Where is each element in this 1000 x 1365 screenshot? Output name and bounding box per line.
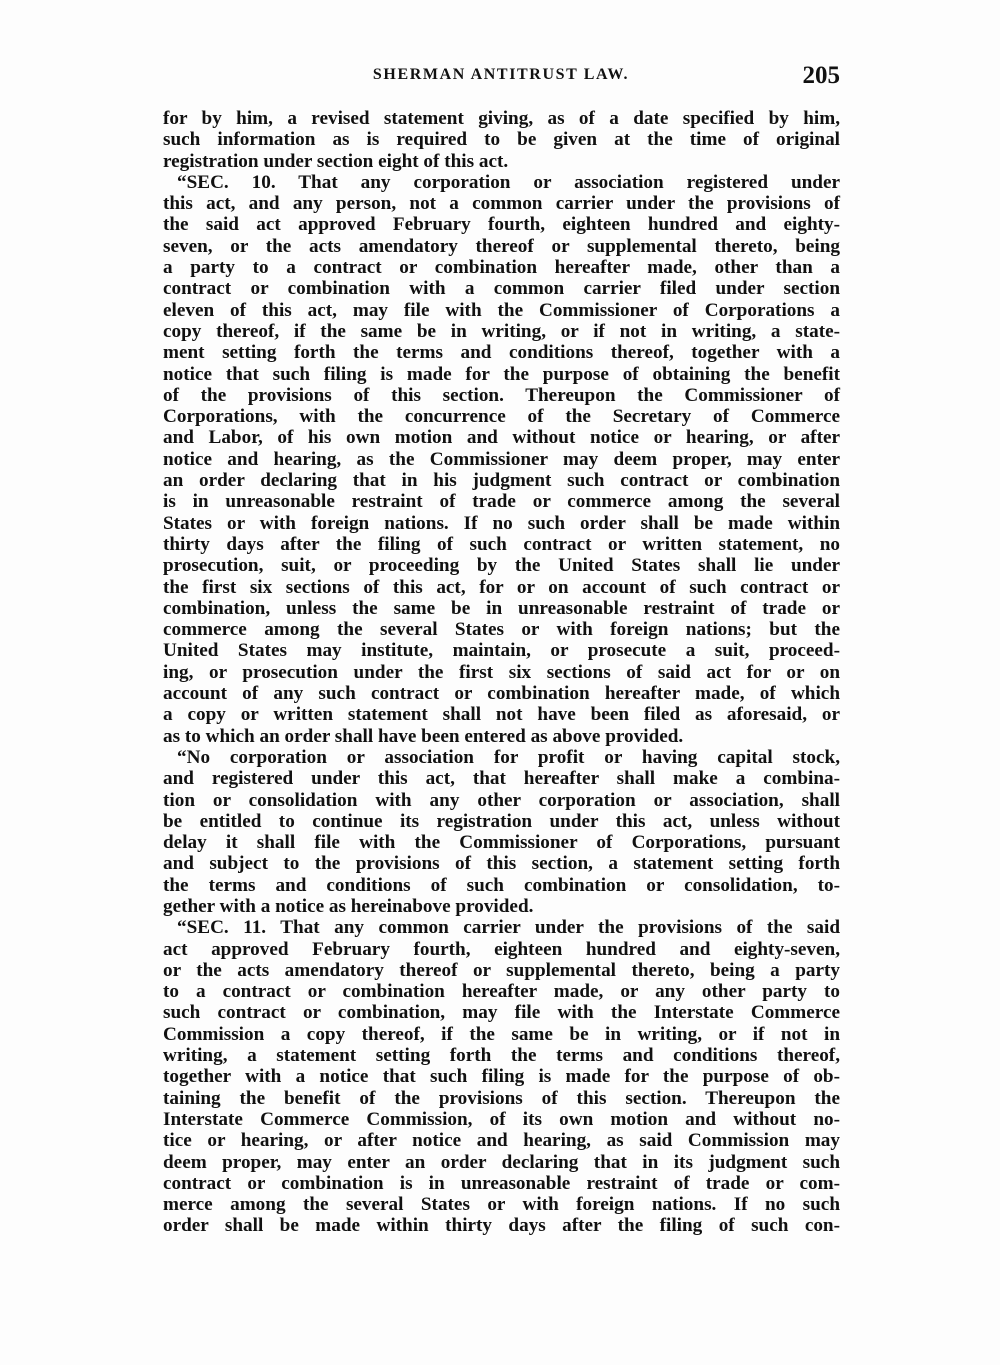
running-title: SHERMAN ANTITRUST LAW. (372, 66, 630, 83)
text-line: “No corporation or association for profit or having capital stock, (177, 746, 840, 768)
text-line: the first six sections of this act, for or on account of such contract or (163, 576, 840, 598)
text-line: or the acts amendatory thereof or supplemental thereto, being a party (163, 959, 840, 981)
text-line: tion or consolidation with any other corporation or association, shall (163, 789, 840, 811)
text-line: gether with a notice as hereinabove provided. (163, 895, 534, 917)
text-line: States or with foreign nations. If no such order shall be made within (163, 512, 840, 534)
text-line: seven, or the acts amendatory thereof or supplemental thereto, being (163, 235, 840, 257)
text-line: this act, and any person, not a common carrier under the provisions of (163, 193, 840, 215)
text-line: thirty days after the filing of such contract or written statement, no (163, 533, 840, 555)
text-line: order shall be made within thirty days after the filing of such con- (163, 1215, 840, 1237)
text-line: such information as is required to be given at the time of original (163, 129, 840, 151)
text-line: taining the benefit of the provisions of this section. Thereupon the (163, 1087, 840, 1109)
text-line: United States may institute, maintain, or prosecute a suit, proceed- (163, 640, 840, 662)
text-line: merce among the several States or with foreign nations. If no such (163, 1194, 840, 1216)
text-line: tice or hearing, or after notice and hearing, as said Commission may (163, 1130, 840, 1152)
text-line: be entitled to continue its registration under this act, unless without (163, 810, 840, 832)
text-line: of the provisions of this section. Thereupon the Commissioner of (163, 384, 840, 406)
text-line: ing, or prosecution under the first six sections of said act for or on (163, 661, 840, 683)
text-line: delay it shall file with the Commissioner of Corporations, pursuant (163, 832, 840, 854)
text-line: act approved February fourth, eighteen hundred and eighty-seven, (163, 938, 840, 960)
text-line: notice that such filing is made for the purpose of obtaining the benefit (163, 363, 840, 385)
text-line: the said act approved February fourth, eighteen hundred and eighty- (163, 214, 840, 236)
text-line: eleven of this act, may file with the Commissioner of Corporations a (163, 299, 840, 321)
text-line: Commission a copy thereof, if the same be in writing, or if not in (163, 1023, 840, 1045)
text-line: registration under section eight of this act. (163, 150, 509, 172)
text-line: Corporations, with the concurrence of the Secretary of Commerce (163, 406, 840, 428)
body-text (163, 108, 840, 1237)
text-line: deem proper, may enter an order declaring that in its judgment such (163, 1151, 840, 1173)
text-line: together with a notice that such filing is made for the purpose of ob- (163, 1066, 840, 1088)
text-line: ment setting forth the terms and conditions thereof, together with a (163, 342, 840, 364)
text-line: as to which an order shall have been entered as above provided. (163, 725, 684, 747)
text-line: combination, unless the same be in unreasonable restraint of trade or (163, 597, 840, 619)
page-number: 205 (802, 62, 840, 89)
text-line: prosecution, suit, or proceeding by the United States shall lie under (163, 555, 840, 577)
running-header (162, 62, 840, 94)
text-line: “SEC. 10. That any corporation or association registered under (177, 171, 840, 193)
text-line: and subject to the provisions of this section, a statement setting forth (163, 853, 840, 875)
text-line: contract or combination with a common carrier filed under section (163, 278, 840, 300)
text-line: a copy or written statement shall not have been filed as aforesaid, or (163, 704, 840, 726)
text-line: to a contract or combination hereafter made, or any other party to (163, 981, 840, 1003)
text-line: is in unreasonable restraint of trade or commerce among the several (163, 491, 840, 513)
text-line: for by him, a revised statement giving, as of a date specified by him, (163, 108, 840, 129)
text-line: and Labor, of his own motion and without notice or hearing, or after (163, 427, 840, 449)
text-line: notice and hearing, as the Commissioner may deem proper, may enter (163, 448, 840, 470)
text-line: an order declaring that in his judgment such contract or combination (163, 470, 840, 492)
text-line: contract or combination is in unreasonable restraint of trade or com- (163, 1172, 840, 1194)
text-line: such contract or combination, may file with the Interstate Commerce (163, 1002, 840, 1024)
text-line: Interstate Commerce Commission, of its own motion and without no- (163, 1108, 840, 1130)
text-line: the terms and conditions of such combination or consolidation, to- (163, 874, 840, 896)
text-line: copy thereof, if the same be in writing, or if not in writing, a state- (163, 320, 840, 342)
text-line: “SEC. 11. That any common carrier under the provisions of the said (177, 917, 840, 939)
text-line: writing, a statement setting forth the terms and conditions thereof, (163, 1045, 840, 1067)
text-line: a party to a contract or combination hereafter made, other than a (163, 257, 840, 279)
text-line: commerce among the several States or with foreign nations; but the (163, 619, 840, 641)
text-line: account of any such contract or combination hereafter made, of which (163, 683, 840, 705)
text-line: and registered under this act, that hereafter shall make a combina- (163, 768, 840, 790)
